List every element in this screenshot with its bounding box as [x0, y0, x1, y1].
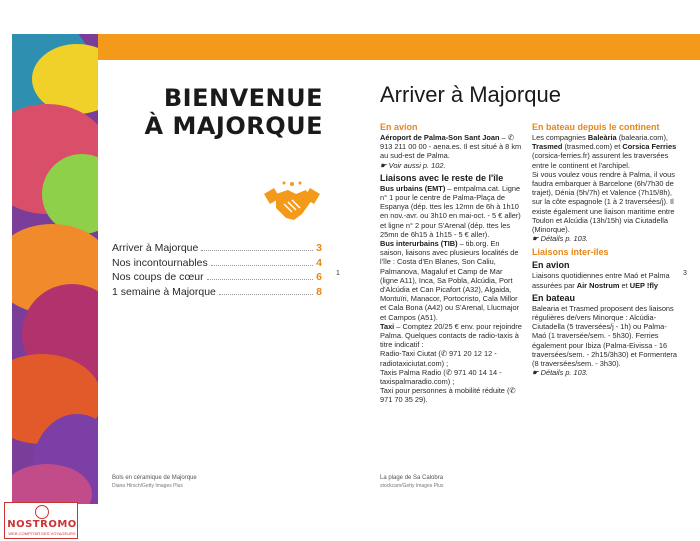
- toc-leader: [211, 265, 313, 266]
- caption-text: Bols en céramique de Majorque: [112, 475, 197, 481]
- bus-tib-label: Bus interurbains (TIB): [380, 239, 458, 249]
- toc-item-page: 4: [316, 256, 322, 269]
- corsica-name: Corsica Ferries: [622, 142, 677, 152]
- heading-en-bateau-continent: En bateau depuis le continent: [532, 122, 660, 132]
- toc-item-page: 8: [316, 285, 322, 298]
- logo-brand: NOSTROMO: [7, 519, 77, 530]
- airport-text: – ✆ 913 211 00 00 - aena.es. Il est situé à 8 km au sud-est de Palma.: [380, 133, 522, 161]
- bateau-text-mid1: (balearia.com),: [616, 133, 668, 142]
- bateau-text-pre: Les compagnies: [532, 133, 588, 142]
- handshake-icon: [262, 180, 322, 226]
- air-nostrum-name: Air Nostrum: [576, 280, 620, 290]
- balearia-name: Baleària: [587, 133, 617, 142]
- inter-avion-pre: Liaisons quotidiennes entre Maó et Palma assurées par: [532, 271, 670, 290]
- nostromo-logo: [4, 502, 78, 539]
- taxi-contact-2: Taxis Palma Radio (✆ 971 40 14 14 - taxispalmaradio.com) ;: [380, 367, 502, 387]
- inter-avion-mid: et: [619, 280, 630, 290]
- heading-liaisons-ile: Liaisons avec le reste de l'île: [380, 172, 504, 183]
- header-band: [98, 34, 700, 60]
- airport-paragraph: [380, 133, 522, 161]
- toc-item[interactable]: [112, 241, 322, 256]
- bateau-see-also: ☛ Détails p. 103.: [532, 234, 588, 244]
- bus-emt-label: Bus urbains (EMT): [380, 183, 446, 193]
- title-line-2: À MAJORQUE: [144, 112, 323, 140]
- heading-en-avion: En avion: [380, 122, 418, 132]
- toc-item[interactable]: [112, 256, 322, 271]
- taxi-paragraph: [380, 322, 522, 350]
- left-page-number: 1: [336, 270, 340, 277]
- taxi-contact-1: Radio-Taxi Ciutat (✆ 971 20 12 12 - radiotaxiciutat.com) ;: [380, 349, 497, 368]
- bus-emt-paragraph: [380, 184, 522, 239]
- left-photo-caption: [112, 474, 197, 490]
- taxi-label: Taxi: [380, 321, 395, 331]
- right-photo-caption: [380, 474, 443, 490]
- uep-fly-name: UEP !fly: [629, 280, 658, 290]
- bus-tib-paragraph: [380, 239, 522, 322]
- toc-leader: [201, 250, 313, 251]
- airport-see-also: ☛ Voir aussi p. 102.: [380, 160, 446, 170]
- toc-item-page: 3: [316, 242, 322, 254]
- column-2: [532, 122, 677, 377]
- logo-tagline: WEB COMPTOIR DES VOYAGEURS: [8, 531, 76, 536]
- photo-credit: stockcam/Getty Images Plus: [380, 483, 444, 489]
- right-page-number: 3: [683, 270, 687, 277]
- toc-item-label: 1 semaine à Majorque: [112, 285, 216, 298]
- bus-emt-text: – emtpalma.cat. Ligne n° 1 pour le centre de Palma-Plaça de Espanya (dép. ttes les 12mn de 6h à 1h10 en nov.-avr. ou 3h10 en mai-oct. - 5 € aller) et ligne n° 2 pour S'Arenal (dép. ttes les 25mn de 6h15 à 1h15 - 5 € aller).: [380, 183, 521, 239]
- table-of-contents: [112, 241, 322, 299]
- inter-avion-paragraph: [532, 271, 677, 289]
- airport-name: Aéroport de Palma-Son Sant Joan: [380, 133, 500, 142]
- inter-bateau-paragraph: Balearia et Trasmed proposent des liaisons régulières de/vers Minorque : Alcúdia-Ciutadella (5 traversées/j - 1h) ou Palma-Maó (1 traversée/sem. - 5h30). Ferries également pour Ibiza (Palma-Eivissa - 16 traversées/sem. - 2h15/3h30) et Formentera (8 traversées/sem. - 3h30).: [532, 303, 678, 369]
- toc-item-label: Nos incontournables: [112, 256, 208, 269]
- heading-liaisons-inter-iles: Liaisons inter-îles: [532, 247, 609, 258]
- trasmed-name: Trasmed: [532, 142, 563, 152]
- bateau-text-post: (corsica-ferries.fr) assurent les traversées entre le continent et l'archipel.: [532, 151, 669, 170]
- photo-credit: Diana Hirsch/Getty Images Plus: [112, 483, 183, 489]
- heading-en-bateau-2: En bateau: [532, 292, 576, 303]
- caption-text: La plage de Sa Calobra: [380, 475, 444, 481]
- bateau-paragraph: [532, 133, 677, 170]
- column-1: [380, 122, 522, 405]
- page-title: [128, 84, 323, 140]
- toc-leader: [207, 279, 314, 280]
- heading-en-avion-2: En avion: [532, 260, 570, 271]
- section-title: Arriver à Majorque: [380, 82, 561, 107]
- toc-item-label: Arriver à Majorque: [112, 242, 199, 254]
- inter-bateau-see-also: ☛ Détails p. 103.: [532, 368, 588, 378]
- bus-tib-text: – tib.org. En saison, liaisons avec plusieurs localités de l'île : Costa d'En Blanes, Son Caliu, Palmanova, Magaluf et Camp de Mar (ligne A11), Inca, Sa Pobla, Alcúdia, Port d'Alcúdia et Can Picafort (A32), Algaida, Montuïri, Manacor, Portocristo, Cala Millor et Cala Bona (A42) ou S'Arenal, Llucmajor et Campos (A51).: [380, 239, 520, 322]
- bateau-text-mid2: (trasmed.com) et: [562, 142, 623, 152]
- toc-item-label: Nos coups de cœur: [112, 271, 204, 283]
- globe-icon: [35, 505, 49, 519]
- toc-item-page: 6: [316, 271, 322, 283]
- bateau-paragraph-2: Si vous voulez vous rendre à Palma, il vous faudra embarquer à Barcelone (6h/7h30 de trajet), Dénia (5h/7h) et Valence (7h15/8h), sur la côte espagnole (1 à 2 traversées/j). Il existe également une liaison maritime entre Toulon et Alcúdia (13h/15h) via Ciutadella (Minorque).: [532, 169, 675, 235]
- taxi-contact-3: Taxi pour personnes à mobilité réduite (✆ 971 70 35 29).: [380, 386, 516, 405]
- taxi-text: – Comptez 20/25 € env. pour rejoindre Palma. Quelques contacts de radio-taxis à titre indicatif :: [380, 321, 522, 350]
- ceramic-bowls-photo: [12, 34, 98, 504]
- title-line-1: BIENVENUE: [163, 84, 323, 112]
- toc-item[interactable]: [112, 270, 322, 285]
- toc-item[interactable]: [112, 285, 322, 300]
- toc-leader: [219, 294, 313, 295]
